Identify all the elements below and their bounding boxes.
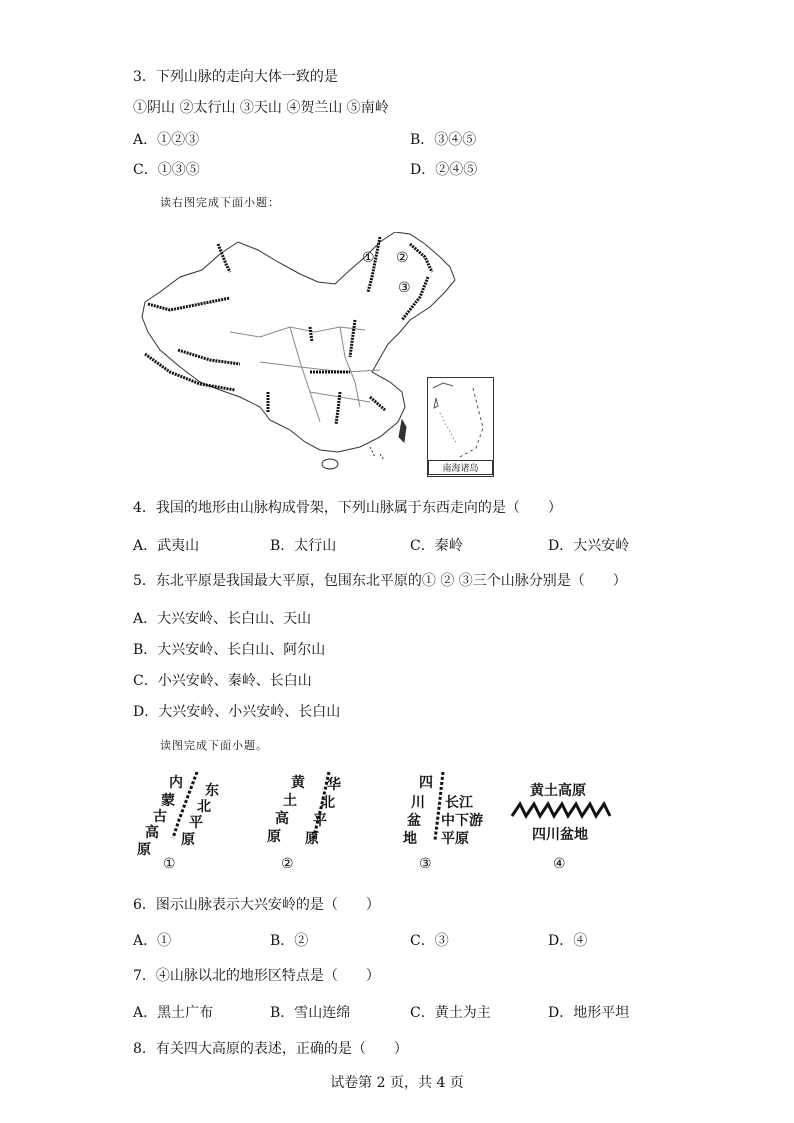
diagram-4-bottom-label: 四川盆地 (532, 827, 588, 843)
q4-stem: 4．我国的地形由山脉构成骨架，下列山脉属于东西走向的是（ ） (133, 500, 562, 516)
diagram-2-right-char: 原 (305, 831, 319, 847)
q8-stem: 8．有关四大高原的表述，正确的是（ ） (133, 1041, 408, 1057)
q7-stem: 7．④山脉以北的地形区特点是（ ） (133, 968, 380, 984)
diagram-2-left-char: 原 (267, 829, 281, 845)
diagram-3-right-char: 长江 (445, 795, 473, 811)
q4-option-a[interactable]: A．武夷山 (133, 538, 200, 554)
page-footer: 试卷第 2 页，共 4 页 (330, 1075, 464, 1091)
diagram-4-top-label: 黄土高原 (530, 783, 586, 799)
mountain-diagrams (135, 766, 645, 876)
q7-option-b[interactable]: B．雪山连绵 (270, 1005, 351, 1021)
q3-items: ①阴山 ②太行山 ③天山 ④贺兰山 ⑤南岭 (133, 100, 389, 116)
q5-stem: 5．东北平原是我国最大平原，包围东北平原的① ② ③三个山脉分别是（ ） (133, 573, 627, 589)
diagram-3-right-char: 平原 (441, 831, 469, 847)
q4-option-b[interactable]: B．太行山 (270, 538, 337, 554)
q3-stem: 3．下列山脉的走向大体一致的是 (133, 69, 338, 85)
q6-option-b[interactable]: B．② (270, 933, 309, 949)
q6-stem: 6．图示山脉表示大兴安岭的是（ ） (133, 897, 380, 913)
q5-option-d[interactable]: D．大兴安岭、小兴安岭、长白山 (133, 704, 341, 720)
diagram-3-left-char: 盆 (407, 813, 421, 829)
q5-option-c[interactable]: C．小兴安岭、秦岭、长白山 (133, 673, 312, 689)
china-map (140, 232, 495, 477)
q4-option-d[interactable]: D．大兴安岭 (548, 538, 630, 554)
q5-option-a[interactable]: A．大兴安岭、长白山、天山 (133, 611, 312, 627)
diagram-1-right-char: 平 (189, 815, 203, 831)
diagram-2-right-char: 华 (327, 777, 341, 793)
diagram-1-left-char: 原 (137, 842, 151, 858)
diagram-3-right-char: 中下游 (441, 813, 483, 829)
diagram-1-right-char: 原 (181, 832, 195, 848)
diagram-2-right-char: 平 (313, 813, 327, 829)
q3-option-b[interactable]: B．③④⑤ (410, 132, 477, 148)
diagram-1-right-char: 北 (197, 799, 211, 815)
q3-option-c[interactable]: C．①③⑤ (133, 162, 200, 178)
map-marker-2: ② (396, 250, 409, 266)
diagram-3-left-char: 川 (411, 795, 425, 811)
q3-option-d[interactable]: D．②④⑤ (410, 162, 478, 178)
q7-option-c[interactable]: C．黄土为主 (410, 1005, 491, 1021)
q4-option-c[interactable]: C．秦岭 (410, 538, 463, 554)
q6-option-c[interactable]: C．③ (410, 933, 449, 949)
diagram-2-right-char: 北 (321, 795, 335, 811)
map-marker-3: ③ (398, 280, 411, 296)
q6-option-d[interactable]: D．④ (548, 933, 588, 949)
diagram-2-left-char: 黄 (291, 775, 305, 791)
q7-option-d[interactable]: D．地形平坦 (548, 1005, 630, 1021)
inset-map-graphic (428, 378, 493, 463)
diagram-4-mountain-icon (510, 800, 620, 820)
diagram-2-left-char: 土 (283, 793, 297, 809)
diagram-3-left-char: 地 (403, 831, 417, 847)
q5-option-b[interactable]: B．大兴安岭、长白山、阿尔山 (133, 642, 326, 658)
south-china-sea-inset (427, 377, 494, 477)
diagram-2-left-char: 高 (275, 811, 289, 827)
q6-option-a[interactable]: A．① (133, 933, 172, 949)
diagram-1-left-char: 古 (153, 809, 167, 825)
q7-option-a[interactable]: A．黑土广布 (133, 1005, 214, 1021)
map-instruction: 读右图完成下面小题： (160, 196, 280, 209)
diagram-1-left-char: 高 (145, 825, 159, 841)
q3-option-a[interactable]: A．①②③ (133, 132, 200, 148)
diagram-instruction: 读图完成下面小题。 (160, 739, 268, 752)
diagram-3-number: ③ (419, 856, 432, 872)
diagram-1-right-char: 东 (205, 783, 219, 799)
diagram-2-number: ② (281, 856, 294, 872)
diagram-3-left-char: 四 (419, 775, 433, 791)
diagram-1-left-char: 蒙 (161, 793, 175, 809)
diagram-1-left-char: 内 (169, 775, 183, 791)
inset-label: 南海诸岛 (428, 460, 493, 475)
diagram-1-number: ① (163, 856, 176, 872)
diagram-4-number: ④ (553, 856, 566, 872)
map-marker-1: ① (362, 250, 375, 266)
